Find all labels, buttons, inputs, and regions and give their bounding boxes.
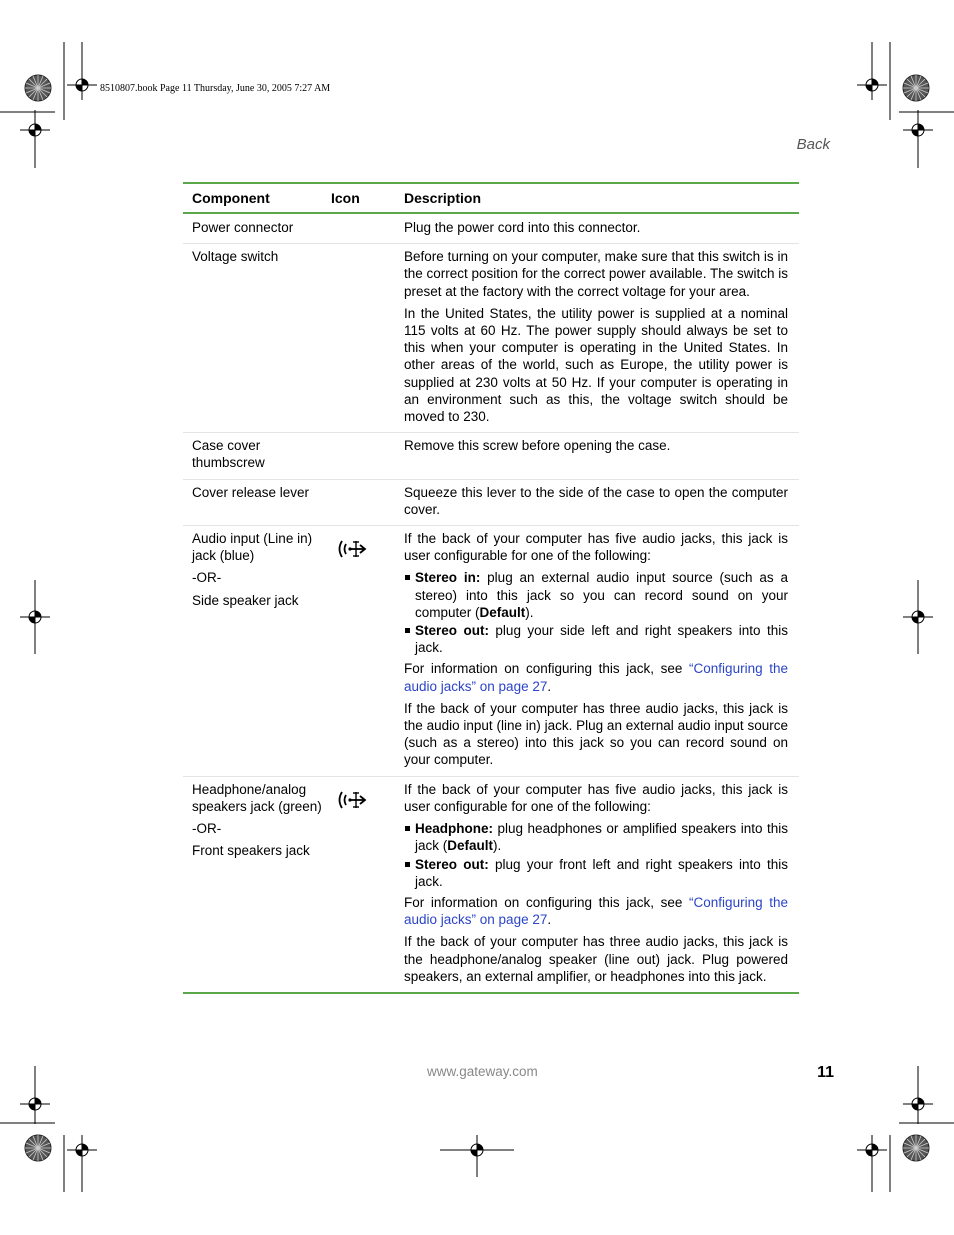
default-label: Default — [447, 838, 494, 854]
table-row-power-connector — [183, 213, 799, 244]
table-row-voltage-switch — [183, 244, 799, 433]
back-link[interactable]: Back — [796, 136, 830, 153]
option-list — [404, 569, 788, 656]
option-label: Stereo in: — [415, 570, 481, 586]
header-description: Description — [395, 183, 799, 213]
option-text: plug your front left and right speakers into this jack. — [415, 856, 788, 889]
description-cell: Remove this screw before opening the case. — [395, 433, 799, 479]
component-cell: Voltage switch — [183, 244, 322, 433]
config-text: . — [547, 912, 552, 928]
description-cell — [395, 244, 799, 433]
list-item — [404, 820, 788, 854]
option-list — [404, 820, 788, 890]
configuring-audio-jacks-link[interactable]: “Configuring the audio jacks” on page 27 — [404, 661, 788, 694]
component-or: -OR- — [192, 570, 222, 586]
icon-cell — [322, 244, 395, 433]
config-text: For information on configuring this jack, see — [404, 661, 690, 677]
default-label: Default — [479, 604, 526, 620]
page-number: 11 — [817, 1064, 834, 1081]
description-cell: Squeeze this lever to the side of the case to open the computer cover. — [395, 479, 799, 525]
description-paragraph: If the back of your computer has three audio jacks, this jack is the audio input (line in) jack. Plug an external audio input source (such as a stereo) into this jack so you can record sound on your computer. — [404, 700, 788, 768]
description-intro: If the back of your computer has five audio jacks, this jack is user configurable for one of the following: — [404, 781, 788, 814]
component-name: Audio input (Line in) jack (blue) — [192, 531, 313, 564]
component-name: Headphone/analog speakers jack (green) — [192, 781, 322, 814]
component-alt-name: Side speaker jack — [192, 592, 299, 608]
table-row-headphone-jack — [183, 776, 799, 993]
description-intro: If the back of your computer has five audio jacks, this jack is user configurable for one of the following: — [404, 531, 788, 564]
option-text: plug headphones or amplified speakers into this jack ( — [415, 821, 788, 854]
configuring-audio-jacks-link[interactable]: “Configuring the audio jacks” on page 27 — [404, 894, 788, 928]
config-reference — [404, 660, 788, 694]
list-item — [404, 569, 788, 621]
component-cell: Cover release lever — [183, 479, 322, 525]
icon-cell — [322, 479, 395, 525]
list-item — [404, 856, 788, 890]
list-item — [404, 622, 788, 656]
component-table — [183, 182, 799, 994]
footer-url[interactable]: www.gateway.com — [427, 1064, 538, 1079]
option-label: Stereo out: — [415, 856, 489, 872]
table-row-audio-input — [183, 526, 799, 777]
option-label: Headphone: — [415, 821, 494, 837]
option-text: ). — [493, 838, 502, 854]
table-row-case-cover-thumbscrew — [183, 433, 799, 479]
icon-cell — [322, 433, 395, 479]
config-reference — [404, 894, 788, 928]
table-header — [183, 183, 799, 213]
description-paragraph: In the United States, the utility power is supplied at a nominal 115 volts at 60 Hz. The power supply should always be set to this when your computer is operating in the United States. In other areas of the world, such as Europe, the utility power is supplied at 230 volts at 50 Hz. If your computer is operating in an environment such as this, the voltage switch should be moved to 230. — [404, 305, 788, 425]
header-icon: Icon — [322, 183, 395, 213]
config-text: . — [547, 678, 552, 694]
table-row-cover-release-lever — [183, 479, 799, 525]
component-cell: Case cover thumbscrew — [183, 433, 322, 479]
header-component: Component — [183, 183, 322, 213]
book-header: 8510807.book Page 11 Thursday, June 30, 2005 7:27 AM — [100, 83, 331, 94]
audio-jack-icon — [336, 789, 368, 811]
component-or: -OR- — [192, 821, 222, 837]
component-alt-name: Front speakers jack — [192, 843, 310, 859]
component-cell: Power connector — [192, 220, 294, 235]
icon-cell — [322, 776, 395, 993]
description-cell — [395, 776, 799, 993]
option-text: plug your side left and right speakers into this jack. — [415, 623, 788, 656]
audio-jack-icon — [336, 538, 368, 560]
icon-cell — [322, 526, 395, 777]
component-cell — [183, 526, 322, 777]
component-cell — [183, 776, 322, 993]
description-paragraph: Before turning on your computer, make sure that this switch is in the correct position for the correct power available. The switch is preset at the factory with the correct voltage for your area. — [404, 249, 788, 299]
icon-cell — [322, 213, 395, 244]
description-cell — [395, 526, 799, 777]
option-text: ). — [525, 604, 534, 620]
config-text: For information on configuring this jack, see — [404, 894, 690, 910]
option-text: plug an external audio input source (such as a stereo) into this jack so you can record sound on your computer ( — [415, 570, 788, 620]
description-paragraph: If the back of your computer has three audio jacks, this jack is the headphone/analog speaker (line out) jack. Plug powered speakers, an external amplifier, or headphones into this jack. — [404, 934, 788, 984]
option-label: Stereo out: — [415, 623, 489, 639]
description-cell: Plug the power cord into this connector. — [404, 220, 641, 235]
